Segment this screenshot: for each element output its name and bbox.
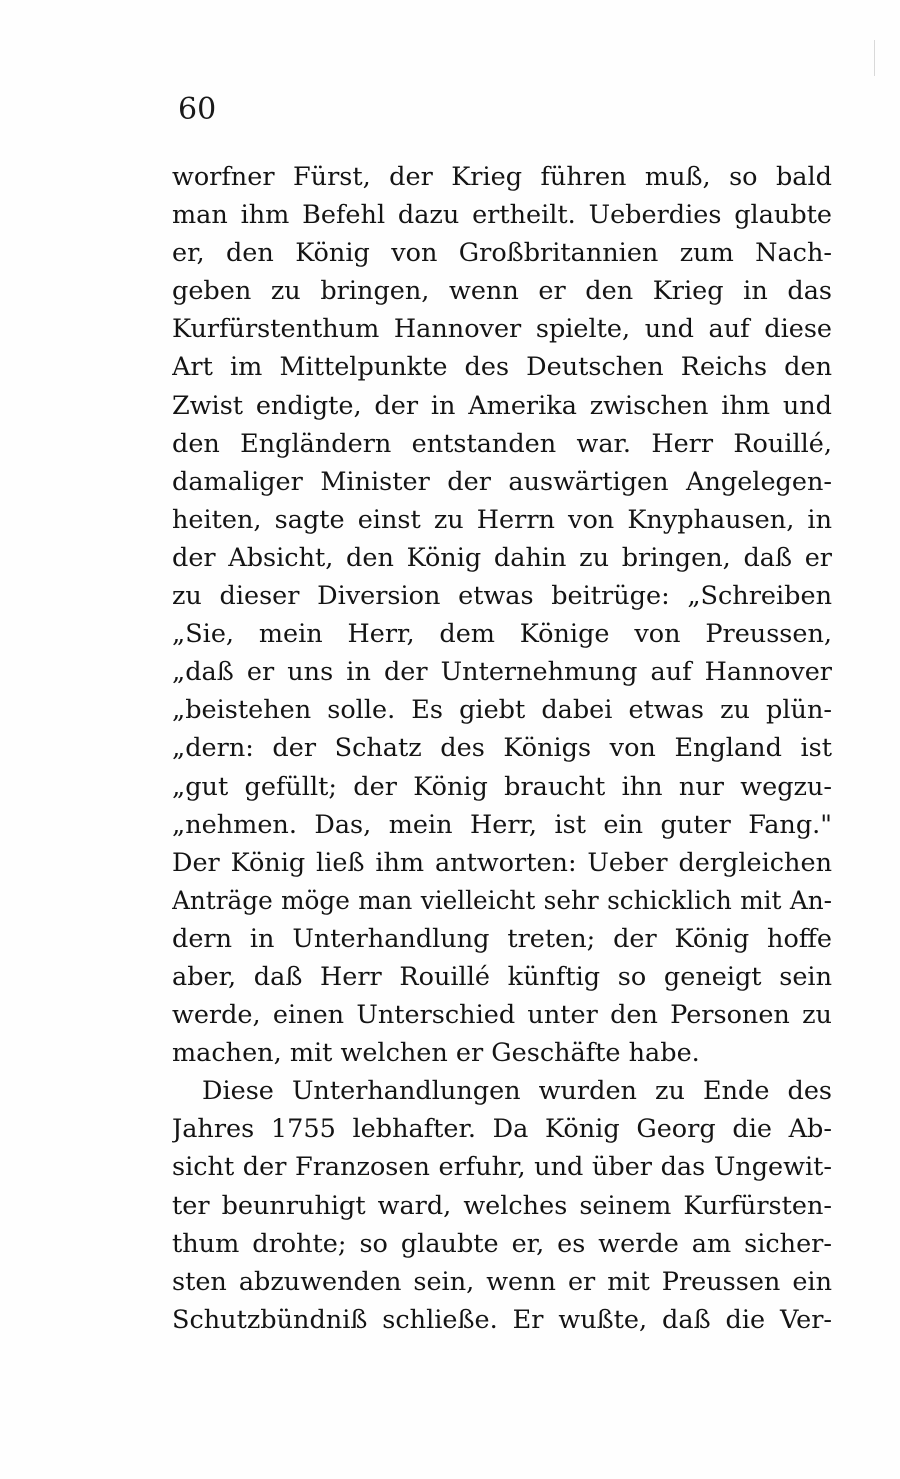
text-line: dern in Unterhandlung treten; der König hoffe bbox=[172, 923, 832, 954]
text-line: Kurfürstenthum Hannover spielte, und auf diese bbox=[172, 314, 832, 345]
text-line: geben zu bringen, wenn er den Krieg in das bbox=[172, 276, 832, 307]
body-text bbox=[172, 158, 832, 1339]
text-line: „nehmen. Das, mein Herr, ist ein guter Fang." bbox=[172, 809, 832, 840]
text-line: „daß er uns in der Unternehmung auf Hannover bbox=[172, 657, 832, 688]
text-line: man ihm Befehl dazu ertheilt. Ueberdies glaubte bbox=[172, 200, 832, 231]
text-line: werde, einen Unterschied unter den Personen zu bbox=[172, 1000, 832, 1031]
text-line: Zwist endigte, der in Amerika zwischen ihm und bbox=[172, 390, 832, 421]
text-line: thum drohte; so glaubte er, es werde am sicher- bbox=[172, 1228, 832, 1259]
page-number: 60 bbox=[178, 92, 217, 127]
text-line: ter beunruhigt ward, welches seinem Kurfürsten- bbox=[172, 1190, 832, 1221]
text-line: Diese Unterhandlungen wurden zu Ende des bbox=[202, 1076, 832, 1107]
text-line: sten abzuwenden sein, wenn er mit Preussen ein bbox=[172, 1266, 832, 1297]
text-line: aber, daß Herr Rouillé künftig so geneigt sein bbox=[172, 961, 832, 992]
text-line: damaliger Minister der auswärtigen Angelegen- bbox=[172, 466, 832, 497]
text-line: Schutzbündniß schließe. Er wußte, daß die Ver- bbox=[172, 1304, 832, 1335]
text-line: den Engländern entstanden war. Herr Rouillé, bbox=[172, 428, 832, 459]
text-line: er, den König von Großbritannien zum Nach- bbox=[172, 238, 832, 269]
text-line: Jahres 1755 lebhafter. Da König Georg die Ab- bbox=[172, 1114, 832, 1145]
text-line: worfner Fürst, der Krieg führen muß, so bald bbox=[172, 162, 832, 192]
text-line: „gut gefüllt; der König braucht ihn nur wegzu- bbox=[172, 771, 832, 802]
text-line: zu dieser Diversion etwas beitrüge: „Schreiben bbox=[172, 581, 832, 612]
text-line: „dern: der Schatz des Königs von England ist bbox=[172, 733, 832, 764]
text-line: machen, mit welchen er Geschäfte habe. bbox=[172, 1038, 700, 1069]
page-edge-mark bbox=[874, 40, 875, 76]
text-line: Art im Mittelpunkte des Deutschen Reichs den bbox=[172, 352, 832, 383]
text-line: „beistehen solle. Es giebt dabei etwas zu plün- bbox=[172, 695, 832, 726]
text-line: Der König ließ ihm antworten: Ueber dergleichen bbox=[172, 847, 832, 878]
text-line: sicht der Franzosen erfuhr, und über das Ungewit- bbox=[172, 1152, 832, 1183]
text-line: der Absicht, den König dahin zu bringen, daß er bbox=[172, 542, 832, 573]
text-line: heiten, sagte einst zu Herrn von Knyphausen, in bbox=[172, 504, 832, 535]
text-line: „Sie, mein Herr, dem Könige von Preussen, bbox=[172, 619, 832, 650]
text-line: Anträge möge man vielleicht sehr schicklich mit An- bbox=[172, 885, 832, 915]
